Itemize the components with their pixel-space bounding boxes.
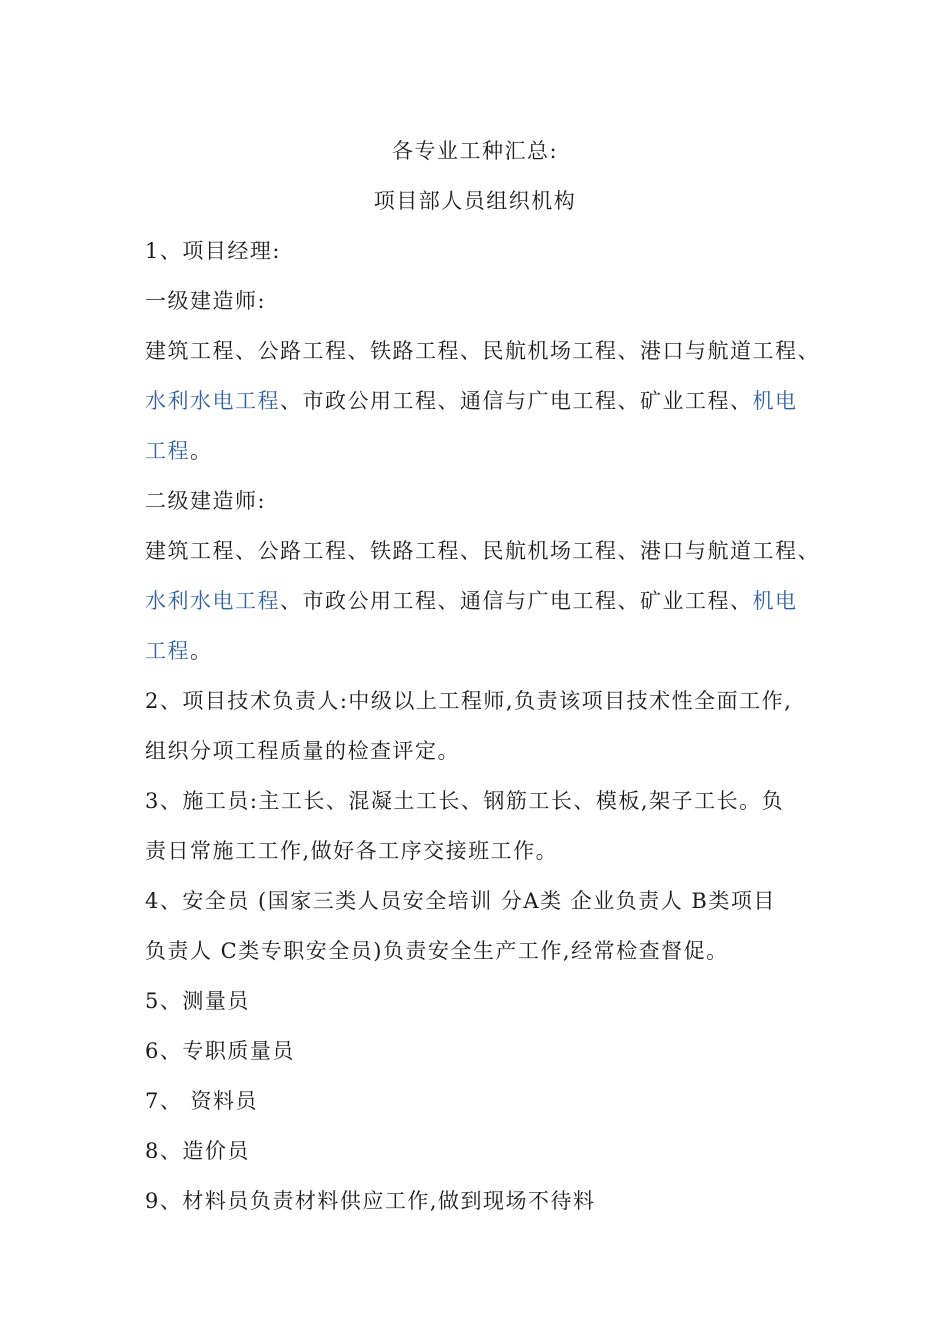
level2-line2 (145, 587, 798, 615)
item-tech-lead-line1: 2、项目技术负责人:中级以上工程师,负责该项目技术性全面工作, (145, 689, 793, 713)
item-constructor-line1: 3、施工员:主工长、混凝土工长、钢筋工长、模板,架子工长。负 (145, 789, 785, 813)
level2-line3-end: 。 (190, 639, 213, 663)
level2-line2-middle: 、市政公用工程、通信与广电工程、矿业工程、 (280, 589, 753, 613)
level2-mech-term: 机电 (752, 589, 798, 613)
level2-line1: 建筑工程、公路工程、铁路工程、民航机场工程、港口与航道工程、 (145, 539, 820, 563)
item-surveyor: 5、测量员 (145, 989, 250, 1013)
item-quality-inspector: 6、专职质量员 (145, 1039, 295, 1063)
level1-mech-term-cont: 工程 (145, 439, 190, 463)
level1-line3-end: 。 (190, 439, 213, 463)
item-safety-line2: 负责人 C类专职安全员)负责安全生产工作,经常检查督促。 (145, 939, 729, 963)
level2-mech-term-cont: 工程 (145, 639, 190, 663)
item-constructor-line2: 责日常施工工作,做好各工序交接班工作。 (145, 839, 559, 863)
section-heading-project-manager: 1、项目经理: (145, 239, 281, 263)
level1-hydro-term: 水利水电工程 (145, 389, 280, 413)
level2-hydro-term: 水利水电工程 (145, 589, 280, 613)
level1-line2-middle: 、市政公用工程、通信与广电工程、矿业工程、 (280, 389, 753, 413)
level1-line3 (145, 437, 213, 465)
item-safety-line1: 4、安全员 (国家三类人员安全培训 分A类 企业负责人 B类项目 (145, 889, 776, 913)
level1-label: 一级建造师: (145, 289, 267, 313)
document-title: 各专业工种汇总: (391, 139, 559, 163)
level1-mech-term: 机电 (752, 389, 798, 413)
level2-line3 (145, 637, 213, 665)
level2-label: 二级建造师: (145, 489, 267, 513)
item-cost-estimator: 8、造价员 (145, 1139, 250, 1163)
item-document-clerk: 7、 资料员 (145, 1089, 259, 1113)
level1-line2 (145, 387, 798, 415)
level1-line1: 建筑工程、公路工程、铁路工程、民航机场工程、港口与航道工程、 (145, 339, 820, 363)
item-materials-clerk: 9、材料员负责材料供应工作,做到现场不待料 (145, 1189, 596, 1213)
document-subtitle: 项目部人员组织机构 (373, 189, 577, 213)
item-tech-lead-line2: 组织分项工程质量的检查评定。 (145, 739, 460, 763)
